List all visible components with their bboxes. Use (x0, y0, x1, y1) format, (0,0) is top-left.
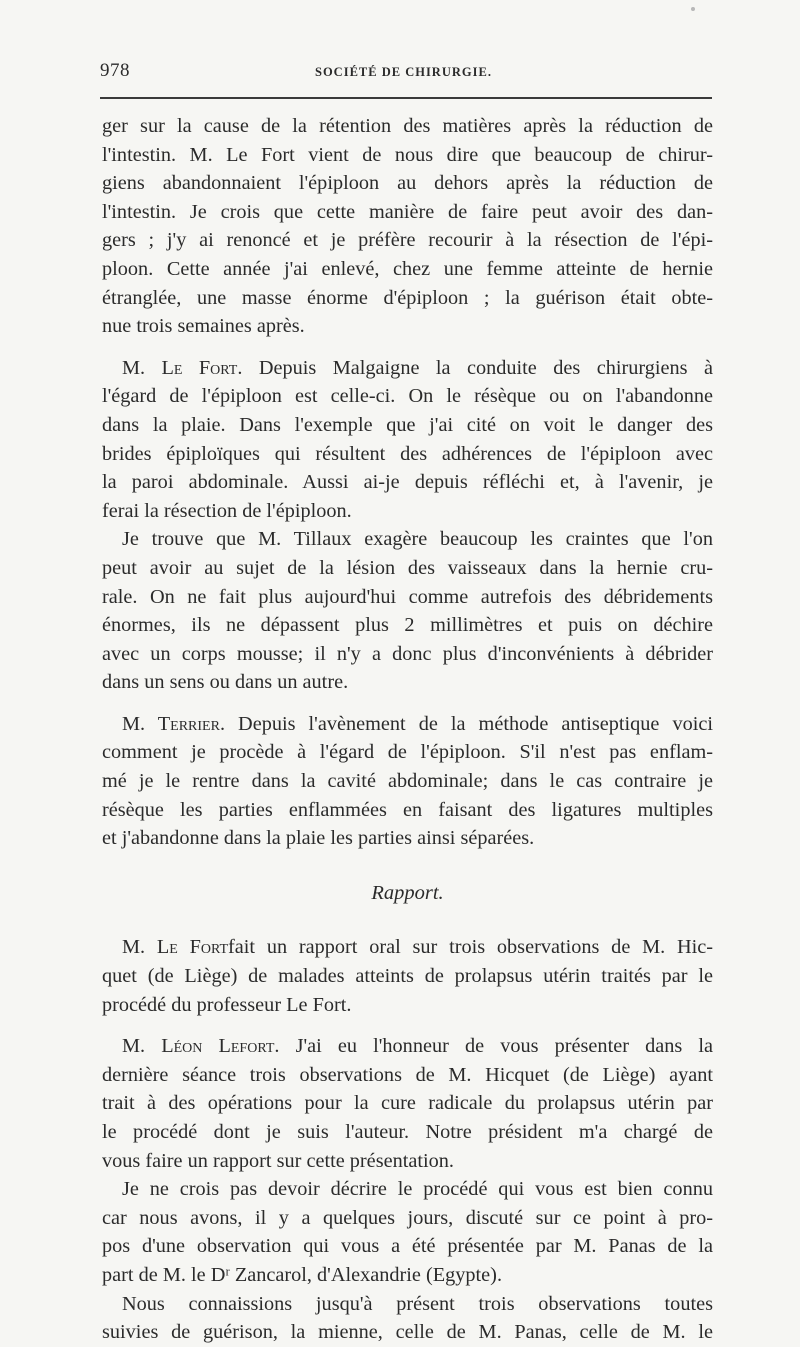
paragraph (102, 1032, 713, 1175)
speaker-name: M. Terrier. (122, 712, 226, 735)
text-line: énormes, ils ne dépassent plus 2 millimètres et puis on déchire (102, 614, 713, 637)
text-line: dans la plaie. Dans l'exemple que j'ai cité on voit le danger des (102, 413, 713, 436)
paragraph (102, 112, 713, 341)
text-line: comment je procède à l'égard de l'épiploon. S'il n'est pas enflam- (102, 741, 713, 764)
speaker-name: M. Le Fort. (122, 356, 243, 379)
running-head (100, 60, 712, 90)
text-line: part de M. le Dʳ Zancarol, d'Alexandrie (Egypte). (102, 1263, 503, 1286)
text-run: Depuis Malgaigne la conduite des chirurgiens à (242, 356, 713, 379)
paragraph (102, 933, 713, 1019)
speaker-name: M. Léon Lefort. (122, 1035, 280, 1058)
text-run: J'ai eu l'honneur de vous présenter dans la (279, 1035, 713, 1058)
paragraph (102, 1175, 713, 1289)
text-line: la paroi abdominale. Aussi ai-je depuis réfléchi et, à l'avenir, je (102, 471, 713, 494)
text-line: pos d'une observation qui vous a été présentée par M. Panas de la (102, 1235, 713, 1258)
text-line: l'intestin. M. Le Fort vient de nous dire que beaucoup de chirur- (102, 143, 713, 166)
text-line: et j'abandonne dans la plaie les parties ainsi séparées. (102, 827, 535, 850)
text-line (102, 1032, 713, 1061)
text-line: car nous avons, il y a quelques jours, discuté sur ce point à pro- (102, 1206, 713, 1229)
text-line: gers ; j'y ai renoncé et je préfère recourir à la résection de l'épi- (102, 229, 713, 252)
text-line: étranglée, une masse énorme d'épiploon ; la guérison était obte- (102, 286, 713, 309)
text-line: Je ne crois pas devoir décrire le procédé qui vous est bien connu (122, 1178, 713, 1201)
text-line: vous faire un rapport sur cette présentation. (102, 1149, 454, 1172)
text-line: mé je le rentre dans la cavité abdominale; dans le cas contraire je (102, 770, 713, 793)
text-line (102, 710, 713, 739)
text-line (102, 354, 713, 383)
text-line: avec un corps mousse; il n'y a donc plus d'inconvénients à débrider (102, 642, 713, 665)
text-line: ger sur la cause de la rétention des matières après la réduction de (102, 115, 713, 137)
text-line: rale. On ne fait plus aujourd'hui comme autrefois des débridements (102, 585, 713, 608)
text-line: giens abandonnaient l'épiploon au dehors après la réduction de (102, 172, 713, 195)
text-line: procédé du professeur Le Fort. (102, 993, 352, 1016)
text-line: quet (de Liège) de malades atteints de prolapsus utérin traités par le (102, 965, 713, 988)
speaker-name: M. Le Fort (122, 936, 229, 959)
body-text (102, 112, 713, 1347)
text-line: brides épiploïques qui résultent des adhérences de l'épiploon avec (102, 442, 713, 465)
text-line: trait à des opérations pour la cure radicale du prolapsus utérin par (102, 1092, 713, 1115)
text-line: dernière séance trois observations de M. Hicquet (de Liège) ayant (102, 1063, 713, 1086)
paragraph (102, 1290, 713, 1347)
section-heading: Rapport. (371, 881, 444, 904)
paragraph (102, 710, 713, 853)
paragraph (102, 525, 713, 697)
text-line: ploon. Cette année j'ai enlevé, chez une femme atteinte de hernie (102, 257, 713, 280)
paragraph (102, 354, 713, 526)
text-line: Nous connaissions jusqu'à présent trois observations toutes (122, 1292, 713, 1315)
text-line: l'intestin. Je crois que cette manière de faire peut avoir des dan- (102, 200, 713, 223)
text-line: dans un sens ou dans un autre. (102, 671, 349, 694)
text-line: Je trouve que M. Tillaux exagère beaucoup les craintes que l'on (122, 528, 713, 551)
header-rule (100, 97, 712, 99)
text-line: nue trois semaines après. (102, 315, 305, 338)
text-line: résèque les parties enflammées en faisant des ligatures multiples (102, 798, 713, 821)
text-run: fait un rapport oral sur trois observations de M. Hic- (228, 936, 713, 959)
text-run: Depuis l'avènement de la méthode antiseptique voici (225, 712, 713, 735)
speck-mark (691, 7, 695, 11)
text-line: l'égard de l'épiploon est celle-ci. On le résèque ou on l'abandonne (102, 385, 713, 408)
text-line: ferai la résection de l'épiploon. (102, 499, 352, 522)
text-line: suivies de guérison, la mienne, celle de M. Panas, celle de M. le (102, 1321, 713, 1344)
text-line: peut avoir au sujet de la lésion des vaisseaux dans la hernie cru- (102, 556, 713, 579)
page-number: 978 (100, 60, 130, 81)
text-line (102, 933, 713, 962)
running-title: SOCIÉTÉ DE CHIRURGIE. (315, 65, 492, 79)
text-line: le procédé dont je suis l'auteur. Notre président m'a chargé de (102, 1121, 713, 1143)
